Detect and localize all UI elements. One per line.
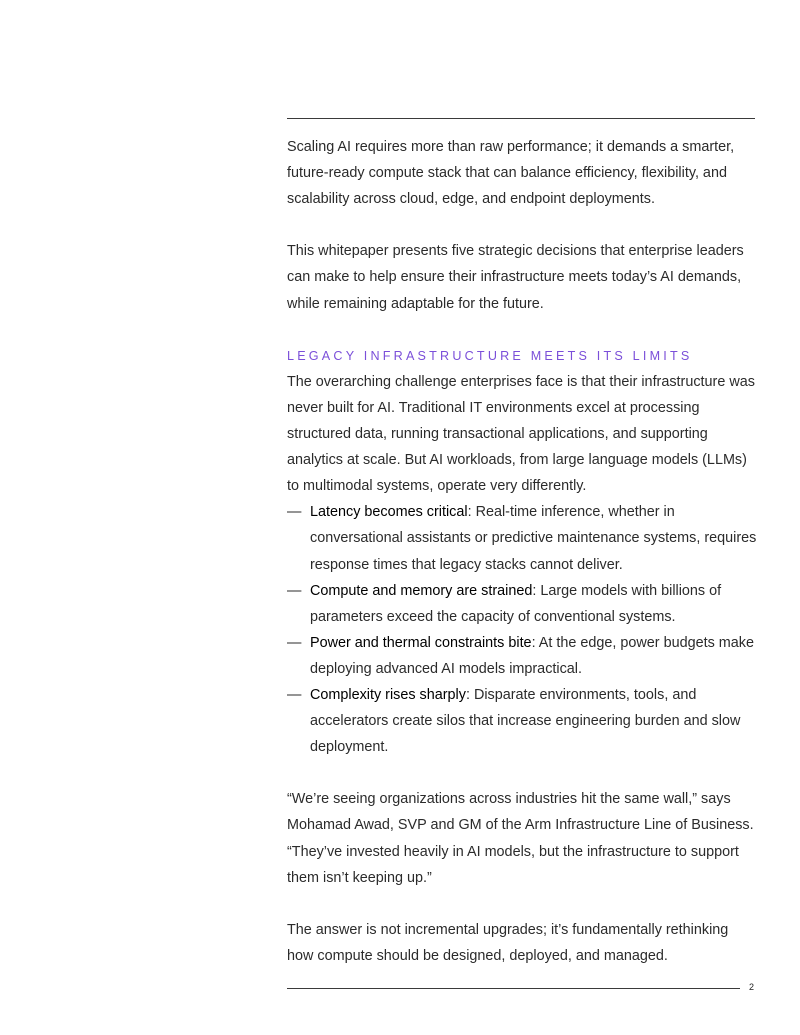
bullet-term: Power and thermal constraints bite xyxy=(310,634,532,651)
bullet-term: Compute and memory are strained xyxy=(310,582,533,599)
top-divider xyxy=(287,118,755,119)
conclusion-paragraph: The answer is not incremental upgrades; it’s fundamentally rethinking how compute should be designed, deployed, and managed. xyxy=(287,921,729,964)
section-paragraph: The overarching challenge enterprises face is that their infrastructure was never built for AI. Traditional IT environments excel at processing structured data, running transactional applications, and supporting analytics at scale. But AI workloads, from large language models (LLMs) to multimodal systems, operate very differently. xyxy=(287,373,755,495)
bullet-text: : At the edge, power budgets make deploying advanced AI models impractical. xyxy=(310,634,754,677)
dash-bullet: — xyxy=(287,504,302,521)
bullet-term: Latency becomes critical xyxy=(310,504,468,521)
paragraph-spacer xyxy=(287,317,757,343)
intro-paragraph-1: Scaling AI requires more than raw performance; it demands a smarter, future-ready compute stack that can balance efficiency, flexibility, and scalability across cloud, edge, and endpoint deployments. xyxy=(287,139,735,208)
list-item xyxy=(287,682,757,760)
page-number: 2 xyxy=(749,982,755,992)
bullet-term: Complexity rises sharply xyxy=(310,686,466,703)
list-item xyxy=(287,578,757,630)
paragraph-spacer xyxy=(287,212,757,238)
list-item xyxy=(287,630,757,682)
intro-paragraph-2: This whitepaper presents five strategic decisions that enterprise leaders can make to help ensure their infrastructure meets today’s AI demands, while remaining adaptable for the future. xyxy=(287,243,744,312)
paragraph-spacer xyxy=(287,891,757,917)
bullet-text: : Large models with billions of parameters exceed the capacity of conventional systems. xyxy=(310,582,722,625)
quote-paragraph: “We’re seeing organizations across industries hit the same wall,” says Mohamad Awad, SVP and GM of the Arm Infrastructure Line of Business. “They’ve invested heavily in AI models, but the infrastructure to support them isn’t keeping up.” xyxy=(287,791,754,886)
challenge-list xyxy=(287,499,757,760)
bottom-divider xyxy=(287,988,740,989)
bullet-text: : Real-time inference, whether in conversational assistants or predictive maintenance systems, requires response times that legacy stacks cannot deliver. xyxy=(310,504,757,573)
paragraph-spacer xyxy=(287,760,757,786)
bullet-text: : Disparate environments, tools, and accelerators create silos that increase engineering burden and slow deployment. xyxy=(310,686,741,756)
section-heading: LEGACY INFRASTRUCTURE MEETS ITS LIMITS xyxy=(287,348,693,363)
dash-bullet: — xyxy=(287,686,302,703)
page-body xyxy=(287,134,757,969)
dash-bullet: — xyxy=(287,582,302,599)
list-item xyxy=(287,499,757,577)
dash-bullet: — xyxy=(287,634,302,651)
